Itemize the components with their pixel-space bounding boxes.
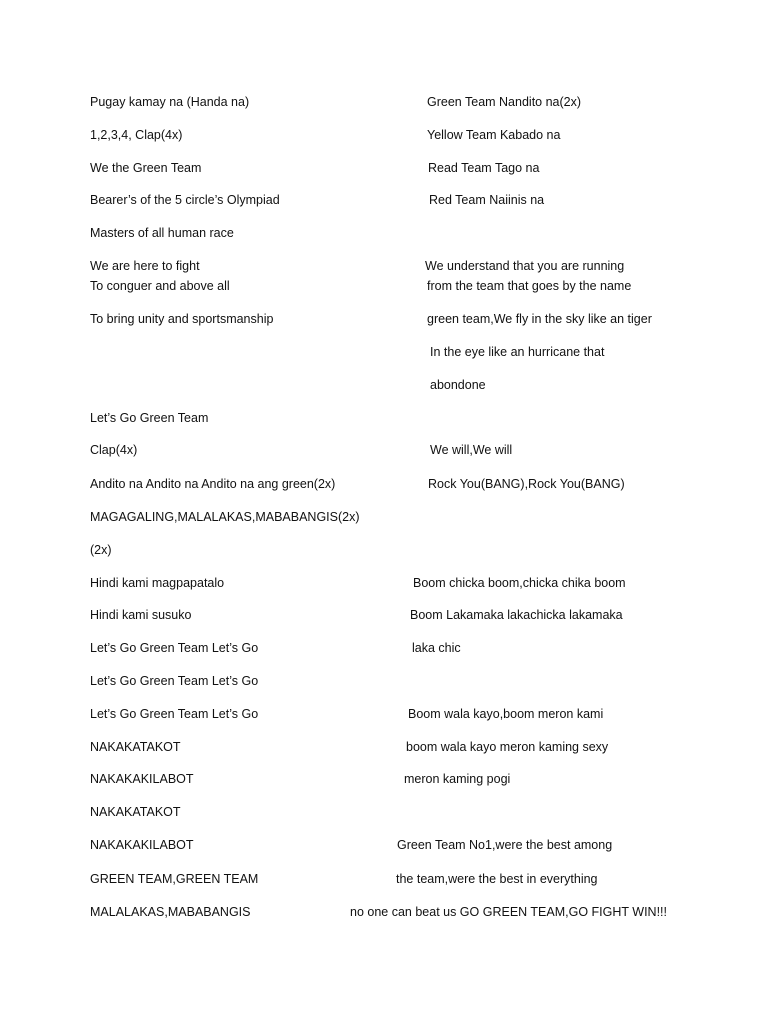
left-line: Hindi kami susuko — [90, 608, 192, 622]
right-line: no one can beat us GO GREEN TEAM,GO FIGHT WIN!!! — [350, 905, 667, 919]
right-line: from the team that goes by the name — [427, 279, 632, 293]
left-line: MAGAGALING,MALALAKAS,MABABANGIS(2x) — [90, 510, 360, 524]
left-line: We the Green Team — [90, 161, 202, 175]
right-line: Green Team Nandito na(2x) — [427, 95, 582, 109]
right-line: Rock You(BANG),Rock You(BANG) — [428, 477, 625, 491]
right-line: the team,were the best in everything — [396, 872, 598, 886]
right-line: Boom Lakamaka lakachicka lakamaka — [410, 608, 623, 622]
left-line: Let’s Go Green Team Let’s Go — [90, 707, 259, 721]
left-line: (2x) — [90, 543, 112, 557]
left-line: Let’s Go Green Team Let’s Go — [90, 674, 259, 688]
right-line: Red Team Naiinis na — [429, 193, 545, 207]
right-line: We will,We will — [430, 443, 513, 457]
left-line: We are here to fight — [90, 259, 200, 273]
left-line: NAKAKAKILABOT — [90, 838, 194, 852]
right-line: We understand that you are running — [425, 259, 625, 273]
right-line: Green Team No1,were the best among — [397, 838, 613, 852]
left-line: Clap(4x) — [90, 443, 138, 457]
left-line: To bring unity and sportsmanship — [90, 312, 274, 326]
left-line: To conguer and above all — [90, 279, 230, 293]
right-line: green team,We fly in the sky like an tiger — [427, 312, 652, 326]
right-line: boom wala kayo meron kaming sexy — [406, 740, 609, 754]
right-line: Read Team Tago na — [428, 161, 540, 175]
right-line: Yellow Team Kabado na — [427, 128, 561, 142]
right-line: Boom wala kayo,boom meron kami — [408, 707, 604, 721]
left-line: MALALAKAS,MABABANGIS — [90, 905, 251, 919]
left-line: NAKAKATAKOT — [90, 740, 181, 754]
right-line: In the eye like an hurricane that — [430, 345, 605, 359]
left-line: NAKAKAKILABOT — [90, 772, 194, 786]
left-line: Bearer’s of the 5 circle’s Olympiad — [90, 193, 280, 207]
left-line: Let’s Go Green Team Let’s Go — [90, 641, 259, 655]
right-line: laka chic — [412, 641, 461, 655]
left-line: Let’s Go Green Team — [90, 411, 209, 425]
left-line: 1,2,3,4, Clap(4x) — [90, 128, 183, 142]
right-line: meron kaming pogi — [404, 772, 511, 786]
left-line: Hindi kami magpapatalo — [90, 576, 225, 590]
left-line: Andito na Andito na Andito na ang green(2x) — [90, 477, 336, 491]
left-line: GREEN TEAM,GREEN TEAM — [90, 872, 259, 886]
left-line: Masters of all human race — [90, 226, 234, 240]
right-line: Boom chicka boom,chicka chika boom — [413, 576, 626, 590]
right-line: abondone — [430, 378, 486, 392]
left-line: Pugay kamay na (Handa na) — [90, 95, 250, 109]
left-line: NAKAKATAKOT — [90, 805, 181, 819]
